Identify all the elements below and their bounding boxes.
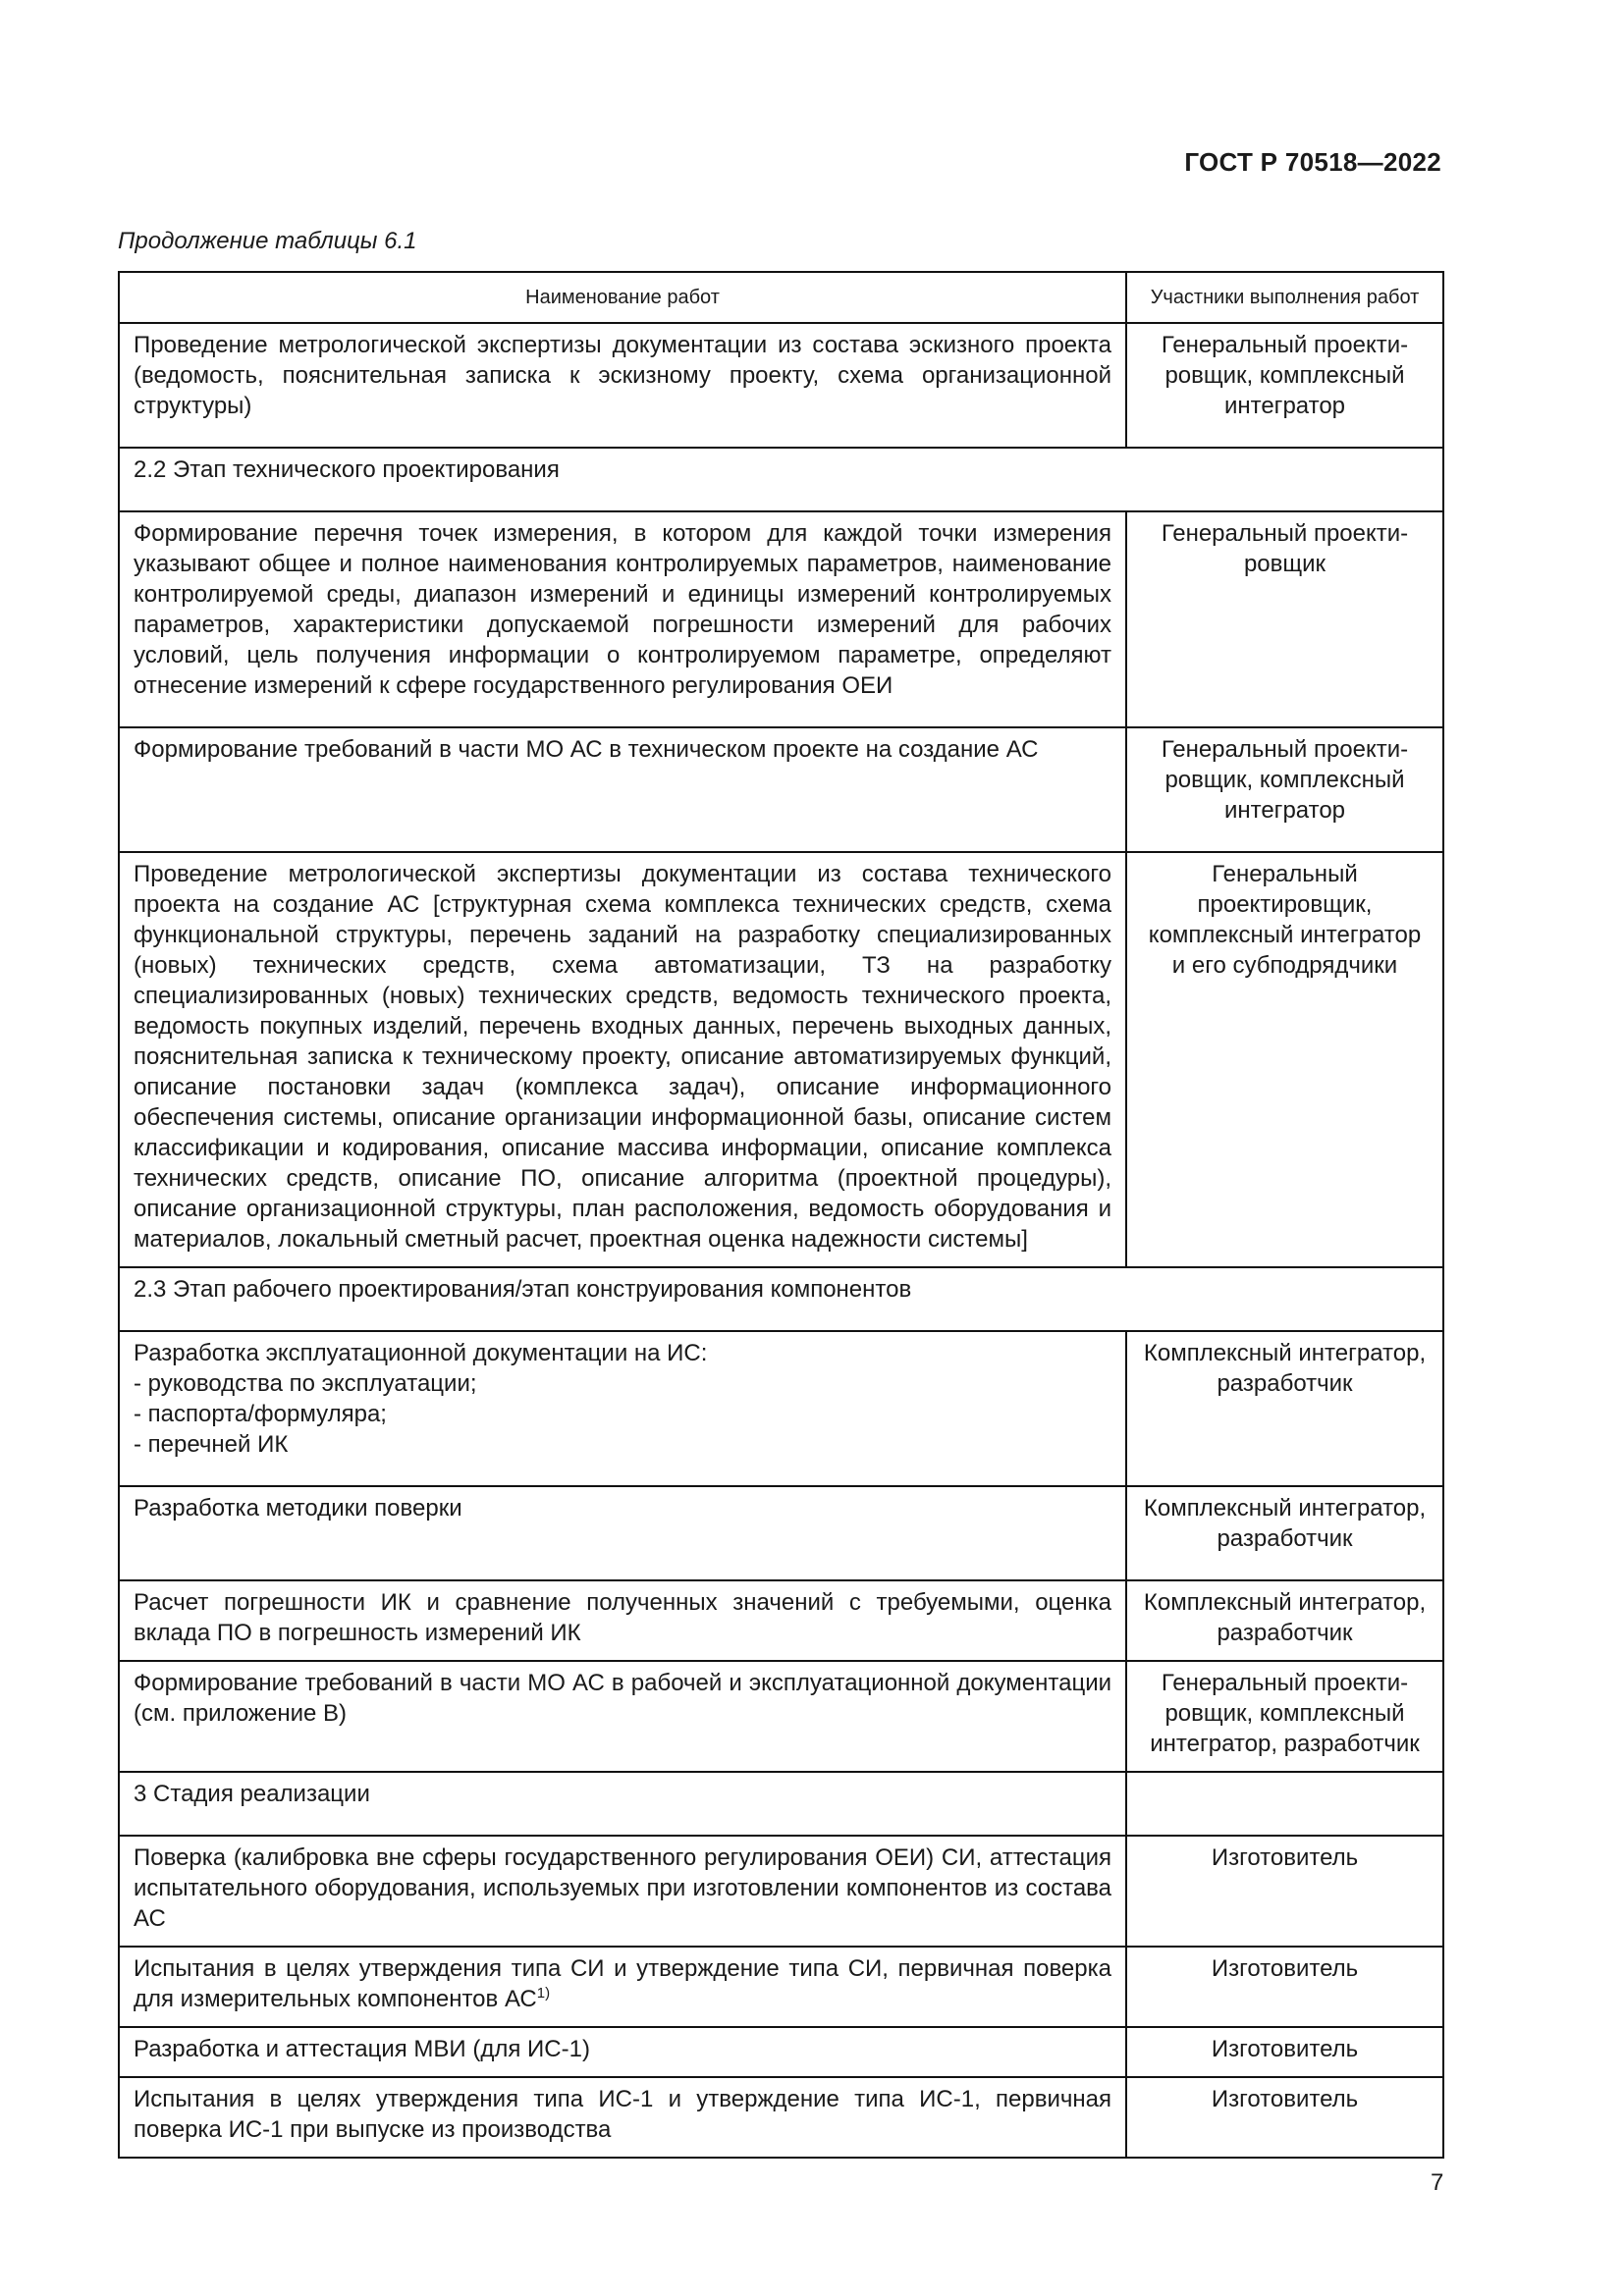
work-cell: Разработка и аттестация МВИ (для ИС-1): [119, 2027, 1126, 2077]
work-cell: Проведение метрологической экспертизы документации из состава технического проекта на создание АС [структурная схема комплекса технических средств, схема функциональной структуры, перечень заданий на разработку специализированных (новых) технических средств, схема автоматизации, ТЗ на разработку специализированных (новых) технических средств, ведомость технического проекта, ведомость покупных изделий, перечень входных данных, перечень выходных данных, пояснительная записка к техническому проекту, описание автоматизируемых функций, описание постановки задач (комплекса задач), описание информационного обеспечения системы, описание организации информационной базы, описание систем классификации и кодирования, описание массива информации, описание комплекса технических средств, описание ПО, описание алгоритма (проектной процедуры), описание организационной структуры, план расположения, ведомость оборудования и материалов, локальный сметный расчет, проектная оценка надежности системы]: [119, 852, 1126, 1267]
column-header-works: Наименование работ: [119, 272, 1126, 323]
work-text: Испытания в целях утверждения типа СИ и утверждение типа СИ, первичная поверка для измерительных компонентов АС: [134, 1955, 1111, 2012]
table-row: [119, 1661, 1443, 1772]
table-row: [119, 1836, 1443, 1947]
list-line: - паспорта/формуляра;: [134, 1401, 387, 1427]
participants-cell: Изготовитель: [1126, 1836, 1443, 1947]
work-cell: Разработка методики поверки: [119, 1486, 1126, 1580]
participants-cell: Генеральный проектировщик, комплексный интегратор: [1126, 323, 1443, 448]
table-row: [119, 2027, 1443, 2077]
document-id: ГОСТ Р 70518—2022: [1184, 147, 1441, 177]
works-table: [118, 271, 1444, 2159]
work-cell: Формирование требований в части МО АС в техническом проекте на создание АС: [119, 727, 1126, 852]
participants-cell: Генеральный проектировщик: [1126, 511, 1443, 727]
column-header-participants: Участники выполнения работ: [1126, 272, 1443, 323]
work-cell: Поверка (калибровка вне сферы государственного регулирования ОЕИ) СИ, аттестация испытательного оборудования, используемых при изготовлении компонентов из состава АС: [119, 1836, 1126, 1947]
participants-cell: Изготовитель: [1126, 2027, 1443, 2077]
table-row: [119, 1331, 1443, 1486]
table-row: [119, 1580, 1443, 1661]
list-line: - руководства по эксплуатации;: [134, 1370, 477, 1397]
table-header-row: [119, 272, 1443, 323]
page-number: 7: [1431, 2169, 1444, 2196]
table-caption: Продолжение таблицы 6.1: [118, 228, 417, 254]
work-cell: Формирование перечня точек измерения, в котором для каждой точки измерения указывают общее и полное наименования контролируемых параметров, наименование контролируемой среды, диапазон измерений и единицы измерений контролируемых параметров, характеристики допускаемой погрешности измерений для рабочих условий, цель получения информации о контролируемом параметре, определяют отнесение измерений к сфере государственного регулирования ОЕИ: [119, 511, 1126, 727]
section-title: 2.2 Этап технического проектирования: [119, 448, 1443, 511]
work-cell: Расчет погрешности ИК и сравнение полученных значений с требуемыми, оценка вклада ПО в погрешность измерений ИК: [119, 1580, 1126, 1661]
work-cell-with-footnote: [119, 1947, 1126, 2027]
section-title: 2.3 Этап рабочего проектирования/этап конструирования компонентов: [119, 1267, 1443, 1331]
table-row: [119, 511, 1443, 727]
stage-row: [119, 1772, 1443, 1836]
table-row: [119, 1486, 1443, 1580]
list-line: Разработка эксплуатационной документации на ИС:: [134, 1340, 708, 1366]
table-row: [119, 852, 1443, 1267]
table-row: [119, 727, 1443, 852]
table-row: [119, 323, 1443, 448]
list-line: - перечней ИК: [134, 1431, 289, 1458]
table-row: [119, 1947, 1443, 2027]
participants-cell: Изготовитель: [1126, 1947, 1443, 2027]
work-cell-list: [119, 1331, 1126, 1486]
section-row: [119, 448, 1443, 511]
participants-cell: Комплексный интегратор, разработчик: [1126, 1331, 1443, 1486]
work-cell: Испытания в целях утверждения типа ИС-1 и утверждение типа ИС-1, первичная поверка ИС-1 при выпуске из производства: [119, 2077, 1126, 2158]
participants-cell: Комплексный интегратор, разработчик: [1126, 1486, 1443, 1580]
section-row: [119, 1267, 1443, 1331]
participants-cell: Изготовитель: [1126, 2077, 1443, 2158]
stage-title: 3 Стадия реализации: [119, 1772, 1126, 1836]
participants-cell: Генеральный проектировщик, комплексный интегратор и его субподрядчики: [1126, 852, 1443, 1267]
work-cell: Проведение метрологической экспертизы документации из состава эскизного проекта (ведомость, пояснительная записка к эскизному проекту, схема организационной структуры): [119, 323, 1126, 448]
participants-cell: Генеральный проектировщик, комплексный интегратор, разработчик: [1126, 1661, 1443, 1772]
participants-cell: Генеральный проектировщик, комплексный интегратор: [1126, 727, 1443, 852]
footnote-ref: 1): [536, 1985, 551, 2002]
participants-cell: Комплексный интегратор, разработчик: [1126, 1580, 1443, 1661]
work-cell: Формирование требований в части МО АС в рабочей и эксплуатационной документации (см. приложение В): [119, 1661, 1126, 1772]
table-row: [119, 2077, 1443, 2158]
participants-cell: [1126, 1772, 1443, 1836]
